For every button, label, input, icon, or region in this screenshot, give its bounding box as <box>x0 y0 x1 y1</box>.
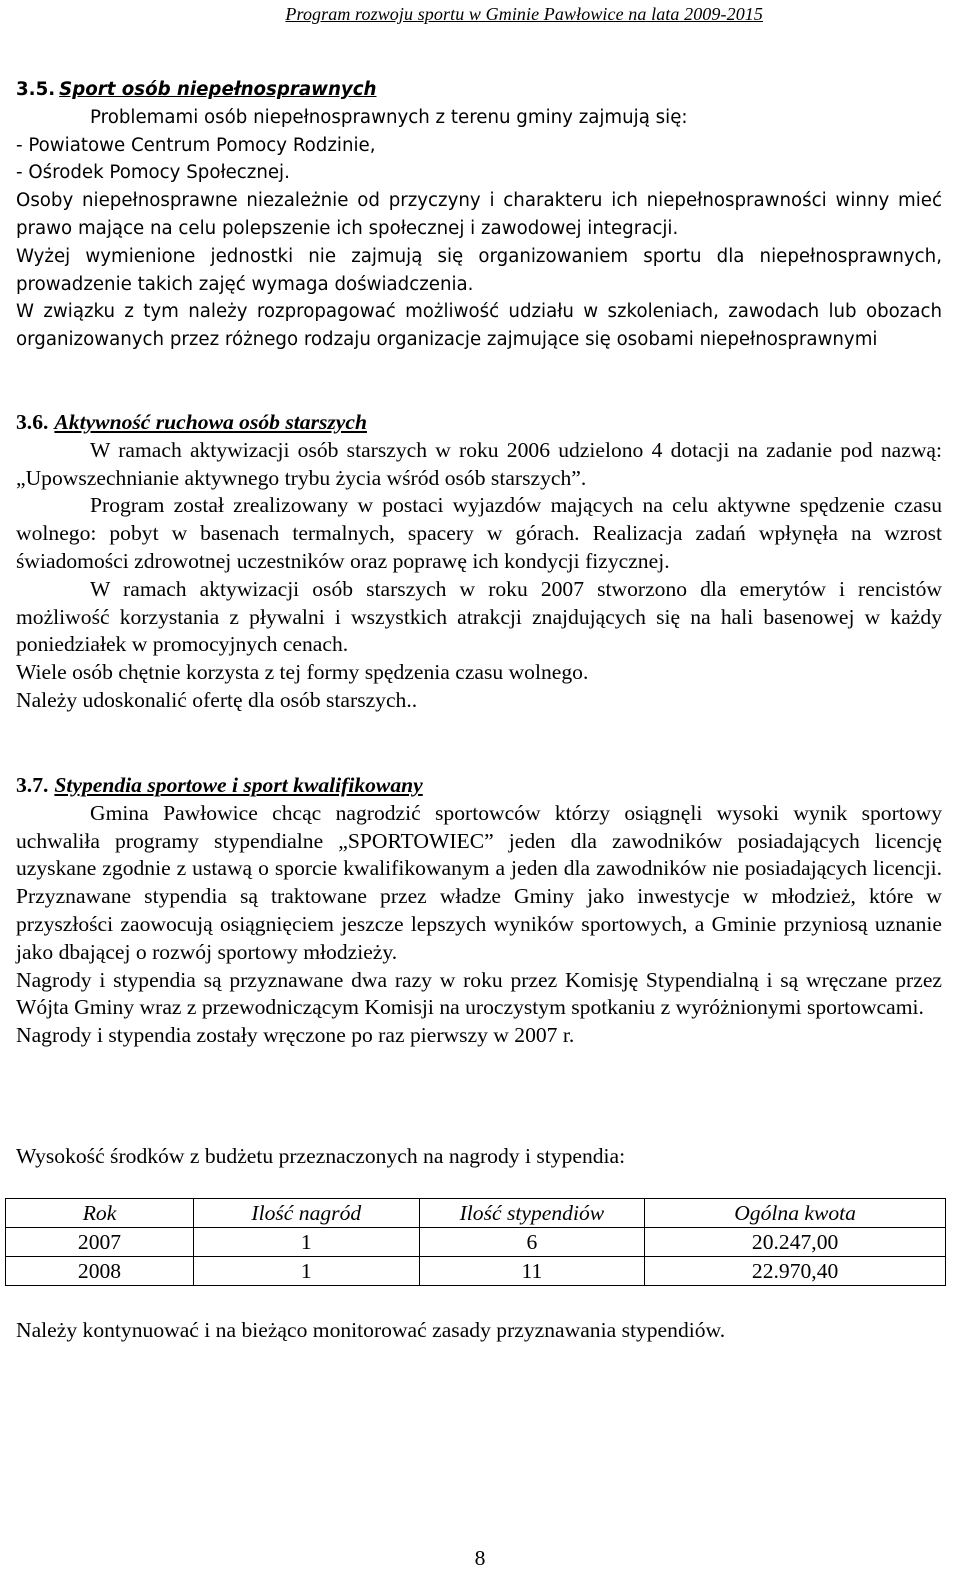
column-header: Rok <box>6 1199 194 1228</box>
paragraph: Nagrody i stypendia zostały wręczone po raz pierwszy w 2007 r. <box>16 1023 575 1048</box>
table-cell: 22.970,40 <box>645 1257 946 1286</box>
column-header: Ilość nagród <box>194 1199 420 1228</box>
page-number: 8 <box>474 1546 486 1570</box>
section-number: 3.6. <box>16 410 49 434</box>
table-row <box>6 1257 946 1286</box>
closing-sentence: Należy kontynuować i na bieżąco monitorować zasady przyznawania stypendiów. <box>16 1318 726 1342</box>
paragraph: Wyżej wymienione jednostki nie zajmują się organizowaniem sportu dla niepełnosprawnych, prowadzenie takich zajęć wymaga doświadczenia. <box>16 245 942 295</box>
paragraph: Nagrody i stypendia są przyznawane dwa razy w roku przez Komisję Stypendialną i są wręczane przez Wójta Gminy wraz z przewodniczącym Komisji na uroczystym spotkaniu z wyróżnionymi sportowcami. <box>16 967 942 1020</box>
section-number: 3.5. <box>16 79 56 100</box>
paragraph: W ramach aktywizacji osób starszych w roku 2007 stworzono dla emerytów i rencistów możliwość korzystania z pływalni i wszystkich atrakcji znajdujących się na hali basenowej w każdy poniedziałek w promocyjnych cenach. <box>16 576 942 657</box>
intro-line: Problemami osób niepełnosprawnych z terenu gminy zajmują się: <box>90 106 688 128</box>
section-title: Sport osób niepełnosprawnych <box>59 79 377 100</box>
section-title: Stypendia sportowe i sport kwalifikowany <box>54 773 423 797</box>
section-number: 3.7. <box>16 773 49 797</box>
table-caption: Wysokość środków z budżetu przeznaczonych na nagrody i stypendia: <box>16 1144 626 1168</box>
awards-table <box>5 1198 946 1286</box>
table-cell: 20.247,00 <box>645 1228 946 1257</box>
section-title: Aktywność ruchowa osób starszych <box>54 410 367 434</box>
column-header: Ogólna kwota <box>645 1199 946 1228</box>
paragraph: W związku z tym należy rozpropagować możliwość udziału w szkoleniach, zawodach lub obozach organizowanych przez różnego rodzaju organizacje zajmujące się osobami niepełnosprawnymi <box>16 301 942 351</box>
paragraph: Gmina Pawłowice chcąc nagrodzić sportowców którzy osiągnęli wysoki wynik sportowy uchwaliła programy stypendialne „SPORTOWIEC” jeden dla zawodników posiadających licencję uzyskane zgodnie z ustawą o sporcie kwalifikowanym a jeden dla zawodników nie posiadających licencji. Przyznawane stypendia są traktowane przez władze Gminy jako inwestycje w młodzież, które w przyszłości zaowocują osiągnięciem jeszcze lepszych wyników sportowych, a Gminie przyniosą uznanie jako dbającej o rozwój sportowy młodzieży. <box>16 800 942 964</box>
column-header: Ilość stypendiów <box>419 1199 645 1228</box>
paragraph: Należy udoskonalić ofertę dla osób starszych.. <box>16 687 418 712</box>
section-heading <box>16 409 942 437</box>
section-heading <box>16 772 942 800</box>
table-cell: 11 <box>419 1257 645 1286</box>
paragraph: W ramach aktywizacji osób starszych w roku 2006 udzielono 4 dotacji na zadanie pod nazwą: „Upowszechnianie aktywnego trybu życia wśród osób starszych”. <box>16 437 942 490</box>
section-3-5 <box>16 76 942 354</box>
list-item: - Powiatowe Centrum Pomocy Rodzinie, <box>16 134 376 156</box>
section-3-7 <box>16 772 942 1050</box>
table-header-row <box>6 1199 946 1228</box>
running-header: Program rozwoju sportu w Gminie Pawłowice na lata 2009-2015 <box>285 4 763 24</box>
paragraph: Program został zrealizowany w postaci wyjazdów mających na celu aktywne spędzenie czasu wolnego: pobyt w basenach termalnych, spacery w górach. Realizacja zadań wpłynęła na wzrost świadomości zdrowotnej uczestników oraz poprawę ich kondycji fizycznej. <box>16 493 942 573</box>
list-item: - Ośrodek Pomocy Społecznej. <box>16 162 290 184</box>
section-heading <box>16 76 942 104</box>
paragraph: Osoby niepełnosprawne niezależnie od przyczyny i charakteru ich niepełnosprawności winny mieć prawo mające na celu polepszenie ich społecznej i zawodowej integracji. <box>16 190 942 239</box>
table-cell: 2008 <box>6 1257 194 1286</box>
table-cell: 1 <box>194 1228 420 1257</box>
section-3-6 <box>16 409 942 715</box>
table-cell: 6 <box>419 1228 645 1257</box>
table-cell: 2007 <box>6 1228 194 1257</box>
paragraph: Wiele osób chętnie korzysta z tej formy spędzenia czasu wolnego. <box>16 660 589 685</box>
table-row <box>6 1228 946 1257</box>
table-cell: 1 <box>194 1257 420 1286</box>
